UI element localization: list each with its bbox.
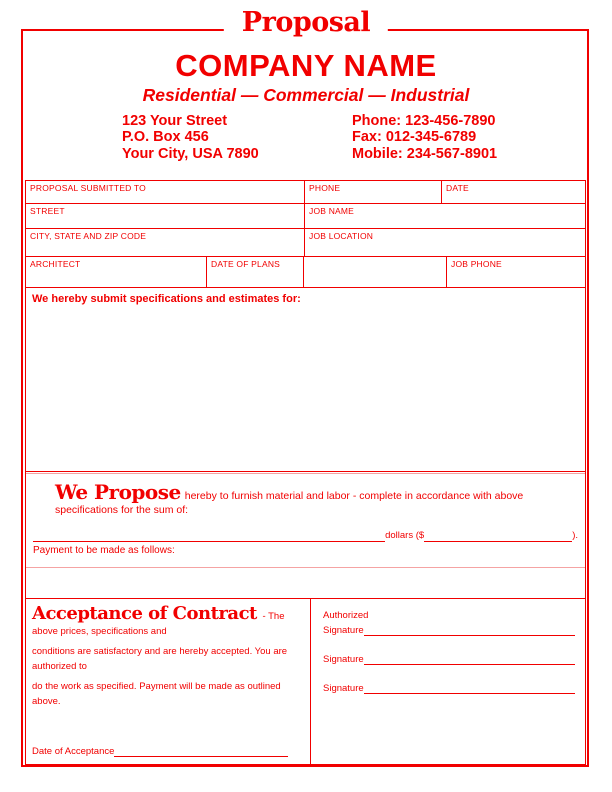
propose-section: [26, 474, 585, 556]
acceptance-text: - The above prices, specifications and: [32, 610, 285, 637]
address-line: P.O. Box 456: [122, 129, 209, 146]
field-architect[interactable]: [26, 257, 207, 287]
acceptance-title: Acceptance of Contract: [32, 602, 257, 624]
fax-line: Fax: 012-345-6789: [352, 129, 477, 146]
signature-label: Signature: [323, 682, 364, 694]
company-name: COMPANY NAME: [175, 48, 437, 83]
field-label: JOB NAME: [309, 206, 355, 216]
field-label: CITY, STATE AND ZIP CODE: [30, 231, 147, 241]
field-label: DATE OF PLANS: [211, 259, 281, 269]
signature-label: Signature: [323, 624, 364, 636]
specifications-heading: We hereby submit specifications and estimates for:: [32, 293, 301, 305]
field-label: PHONE: [309, 183, 341, 193]
company-contact: [352, 113, 497, 162]
sum-amount-blank[interactable]: [33, 530, 385, 542]
signature-blank[interactable]: [364, 682, 575, 694]
signature-label: Signature: [323, 653, 364, 665]
field-date-of-plans[interactable]: [207, 257, 304, 287]
address-line: Your City, USA 7890: [122, 145, 259, 162]
mobile-line: Mobile: 234-567-8901: [352, 145, 498, 162]
field-job-phone[interactable]: [447, 257, 585, 287]
field-street[interactable]: [26, 204, 305, 228]
signature-blank[interactable]: [364, 624, 575, 636]
field-date[interactable]: [442, 181, 585, 203]
signature-row: [323, 624, 575, 636]
acceptance-section: [26, 599, 585, 765]
date-of-acceptance-label: Date of Acceptance: [32, 746, 115, 757]
spacer: [32, 710, 288, 746]
sum-line: [33, 530, 578, 542]
form-body: [25, 180, 586, 765]
signature-row: [323, 682, 575, 694]
propose-title: We Propose: [55, 479, 181, 504]
form-title: Proposal: [224, 7, 388, 38]
field-job-location[interactable]: [305, 229, 585, 256]
propose-statement: [33, 480, 578, 516]
dollars-label: dollars ($: [385, 529, 425, 541]
table-row: [26, 257, 585, 288]
field-label: JOB PHONE: [451, 259, 502, 269]
field-city-state-zip[interactable]: [26, 229, 305, 256]
field-phone[interactable]: [305, 181, 442, 203]
field-label: STREET: [30, 206, 65, 216]
date-of-acceptance-row: [32, 745, 288, 757]
date-of-acceptance-blank[interactable]: [114, 745, 288, 757]
phone-line: Phone: 123-456-7890: [352, 113, 496, 129]
field-empty[interactable]: [304, 257, 447, 287]
field-proposal-submitted-to[interactable]: [26, 181, 305, 203]
company-address: [122, 113, 259, 162]
table-row: [26, 229, 585, 257]
dollars-suffix: ).: [572, 529, 578, 541]
acceptance-text: do the work as specified. Payment will be made as outlined above.: [32, 680, 281, 707]
propose-body-text: hereby to furnish material and labor - complete in accordance with above specifications for the sum of:: [55, 489, 524, 516]
acceptance-statement: [32, 602, 288, 640]
dollars-amount-blank[interactable]: [424, 530, 572, 542]
company-tagline: Residential — Commercial — Industrial: [142, 85, 470, 105]
table-row: [26, 204, 585, 229]
address-line: 123 Your Street: [122, 113, 228, 129]
signature-blank[interactable]: [364, 653, 575, 665]
field-label: JOB LOCATION: [309, 231, 374, 241]
signature-block: [311, 599, 585, 765]
payment-write-area[interactable]: [26, 568, 585, 599]
field-label: ARCHITECT: [30, 259, 81, 269]
authorized-label: Authorized: [323, 609, 369, 621]
acceptance-terms: [26, 599, 311, 765]
signature-row: [323, 653, 575, 665]
payment-label: Payment to be made as follows:: [33, 544, 175, 556]
job-info-table: [26, 181, 585, 288]
field-job-name[interactable]: [305, 204, 585, 228]
table-row: [26, 181, 585, 204]
specifications-write-area[interactable]: [26, 305, 585, 471]
field-label: DATE: [446, 183, 469, 193]
acceptance-text: conditions are satisfactory and are hereby accepted. You are authorized to: [32, 645, 288, 672]
field-label: PROPOSAL SUBMITTED TO: [30, 183, 146, 193]
